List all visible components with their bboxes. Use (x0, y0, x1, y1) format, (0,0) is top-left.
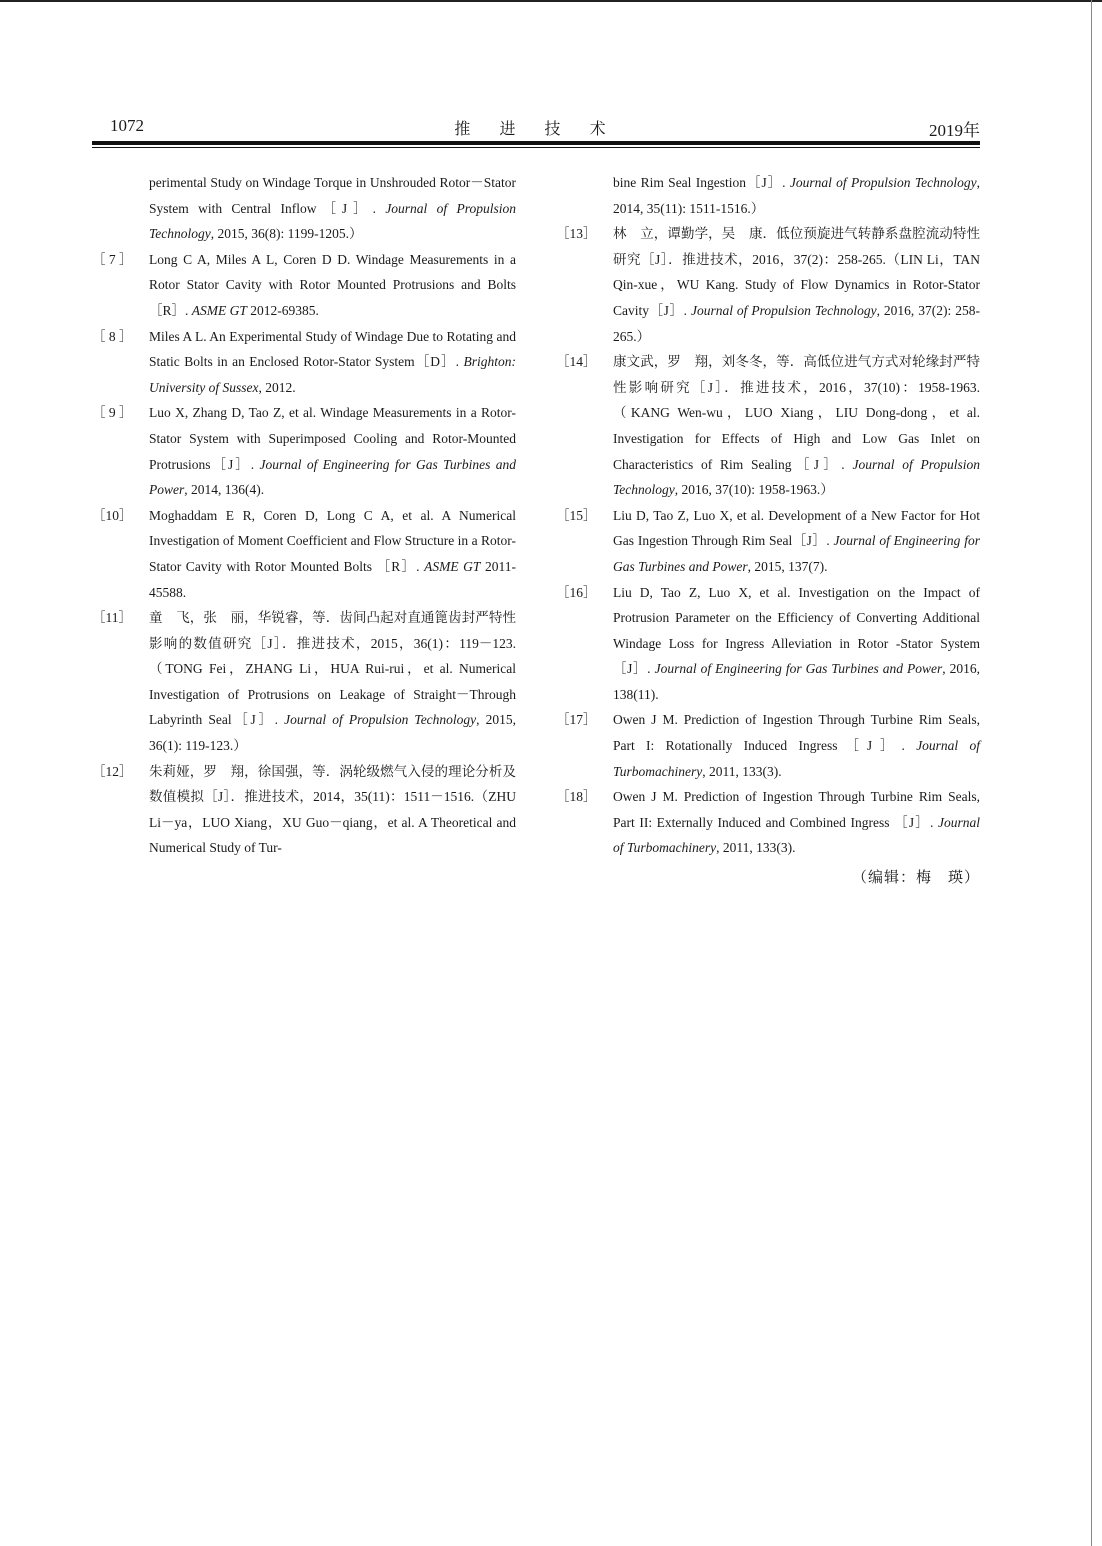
reference-item (556, 784, 980, 861)
reference-text-segment: Liu D, Tao Z, Luo X, et al. Development of a New Factor for Hot Gas Ingestion Through Rim Seal［J］. (613, 507, 980, 549)
issue-year: 2019年 (929, 121, 980, 140)
reference-source-italic: Journal of Propulsion Technology (789, 175, 977, 190)
reference-text-segment: 康文武，罗 翔，刘冬冬，等．高低位进气方式对轮缘封严特性影响研究［J］．推进技术，2016，37(10)：1958-1963.（KANG Wen-wu，LUO Xiang，LIU Dong-dong，et al. Investigation for Effects of High and Low Gas Inlet on Characteristics of Rim Sealing［J］. (613, 354, 980, 472)
reference-text (149, 247, 516, 324)
reference-item (92, 247, 516, 324)
reference-number: ［18］ (556, 789, 597, 805)
reference-text-segment: 2012-69385. (246, 302, 319, 318)
reference-number: ［15］ (556, 507, 597, 523)
reference-item (92, 324, 516, 401)
reference-item (92, 605, 516, 759)
reference-source-italic: Journal of Turbomachinery (613, 814, 980, 856)
reference-text (149, 759, 516, 861)
reference-text-segment: , 2012. (258, 379, 296, 395)
reference-text (613, 503, 980, 580)
reference-text (149, 170, 516, 247)
reference-text-segment: , 2016, 138(11). (613, 661, 981, 702)
reference-number: ［ 9 ］ (92, 405, 133, 421)
reference-text-segment: , 2014, 136(4). (184, 482, 265, 498)
reference-text-segment: , 2011, 133(3). (702, 763, 782, 779)
reference-source-italic: Brighton: University of Sussex (149, 354, 516, 395)
reference-text-segment: , 2016, 37(2): 258-265.） (613, 302, 980, 344)
reference-text (149, 605, 516, 759)
reference-source-italic: Journal of Engineering for Gas Turbines and Power (149, 456, 516, 498)
reference-text-segment: , 2014, 35(11): 1511-1516.） (613, 175, 980, 216)
reference-text-segment: 朱莉娅，罗 翔，徐国强，等．涡轮级燃气入侵的理论分析及数值模拟［J］．推进技术，2014，35(11)：1511－1516.（ZHU Li－ya，LUO Xiang，XU Guo－qiang，et al. A Theoretical and Numerical Study of Tur- (149, 763, 516, 856)
reference-source-italic: Journal of Propulsion Technology (284, 712, 477, 728)
reference-source-italic: Journal of Propulsion Technology (613, 456, 980, 498)
running-header (92, 116, 980, 140)
reference-text-segment: Miles A L. An Experimental Study of Windage Due to Rotating and Static Bolts in an Enclosed Rotor-Stator System［D］. (149, 328, 516, 370)
reference-number: ［13］ (556, 226, 597, 242)
reference-text (613, 170, 980, 221)
page-top-edge (0, 0, 1102, 2)
reference-text-segment: 2011-45588. (149, 558, 516, 600)
reference-number: ［ 8 ］ (92, 328, 133, 344)
reference-number: ［ 7 ］ (92, 251, 133, 267)
reference-text-segment: , 2011, 133(3). (716, 840, 796, 856)
journal-title: 推 进 技 术 (454, 119, 618, 138)
reference-source-italic: Journal of Propulsion Technology (690, 302, 877, 318)
reference-text (613, 349, 980, 503)
reference-item (92, 400, 516, 502)
reference-item (92, 503, 516, 605)
reference-text-segment: , 2015, 36(1): 119-123.） (149, 712, 517, 754)
reference-item (556, 503, 980, 580)
references-left-column (92, 170, 516, 861)
reference-text (613, 221, 980, 349)
reference-item (556, 170, 980, 221)
reference-text-segment: Moghaddam E R, Coren D, Long C A, et al. A Numerical Investigation of Moment Coefficient and Flow Structure in a Rotor-Stator Cavity with Rotor Mounted Bolts ［R］. (149, 507, 516, 574)
reference-item (92, 170, 516, 247)
reference-text (613, 707, 980, 784)
reference-text-segment: 林 立，谭勤学，吴 康．低位预旋进气转静系盘腔流动特性研究［J］．推进技术，2016，37(2)：258-265.（LIN Li，TAN Qin-xue，WU Kang. Study of Flow Dynamics in Rotor-Stator Cavity［J］. (613, 226, 980, 318)
reference-item (556, 349, 980, 503)
page-right-edge (1091, 0, 1092, 1546)
reference-text-segment: Owen J M. Prediction of Ingestion Through Turbine Rim Seals, Part I: Rotationally Induced Ingress［J］. (613, 712, 980, 754)
reference-text-segment: Owen J M. Prediction of Ingestion Through Turbine Rim Seals, Part II: Externally Induced and Combined Ingress ［J］. (613, 789, 980, 830)
reference-source-italic: Journal of Engineering for Gas Turbines and Power (654, 661, 943, 677)
reference-number: ［16］ (556, 584, 597, 600)
reference-source-italic: ASME GT (424, 558, 481, 574)
reference-number: ［11］ (92, 610, 132, 626)
reference-text-segment: , 2016, 37(10): 1958-1963.） (674, 482, 834, 498)
reference-source-italic: ASME GT (191, 302, 247, 318)
reference-text (149, 324, 516, 401)
reference-text-segment: , 2015, 36(8): 1199-1205.） (210, 226, 363, 242)
reference-text (613, 580, 980, 708)
reference-item (556, 221, 980, 349)
page-number: 1072 (110, 116, 144, 135)
reference-number: ［10］ (92, 507, 133, 523)
reference-number: ［17］ (556, 712, 597, 728)
header-rule-thin (92, 147, 980, 148)
reference-source-italic: Journal of Propulsion Technology (149, 200, 516, 242)
reference-text (149, 400, 516, 502)
reference-number: ［14］ (556, 354, 597, 370)
header-rule-thick (92, 141, 980, 145)
reference-source-italic: Journal of Engineering for Gas Turbines and Power (613, 533, 980, 574)
reference-source-italic: Journal of Turbomachinery (613, 738, 981, 779)
reference-text-segment: Liu D, Tao Z, Luo X, et al. Investigation on the Impact of Protrusion Parameter on the Efficiency of Converting Additional Windage Loss for Ingress Alleviation in Rotor -Stator System［J］. (613, 584, 980, 677)
reference-text-segment: , 2015, 137(7). (747, 558, 828, 574)
reference-text-segment: 童 飞，张 丽，华锐睿，等．齿间凸起对直通篦齿封严特性影响的数值研究［J］．推进技术，2015，36(1)：119－123.（TONG Fei，ZHANG Li，HUA Rui-rui，et al. Numerical Investigation of Protrusions on Leakage of Straight－Through Labyrinth Seal［J］. (149, 610, 516, 728)
reference-item (92, 759, 516, 861)
reference-text-segment: bine Rim Seal Ingestion［J］. (613, 175, 790, 190)
reference-item (556, 580, 980, 708)
reference-text-segment: Luo X, Zhang D, Tao Z, et al. Windage Measurements in a Rotor-Stator System with Superimposed Cooling and Rotor-Mounted Protrusions［J］. (149, 405, 516, 472)
reference-item (556, 707, 980, 784)
reference-text (149, 503, 516, 605)
reference-number: ［12］ (92, 763, 133, 779)
reference-text-segment: Long C A, Miles A L, Coren D D. Windage Measurements in a Rotor Stator Cavity with Rotor Mounted Protrusions and Bolts［R］. (149, 251, 516, 318)
reference-text (613, 784, 980, 861)
references-right-column (556, 170, 980, 861)
reference-text-segment: perimental Study on Windage Torque in Unshrouded Rotor－Stator System with Central Inflow［J］. (149, 175, 516, 216)
editor-credit: （编辑：梅 瑛） (851, 868, 980, 886)
